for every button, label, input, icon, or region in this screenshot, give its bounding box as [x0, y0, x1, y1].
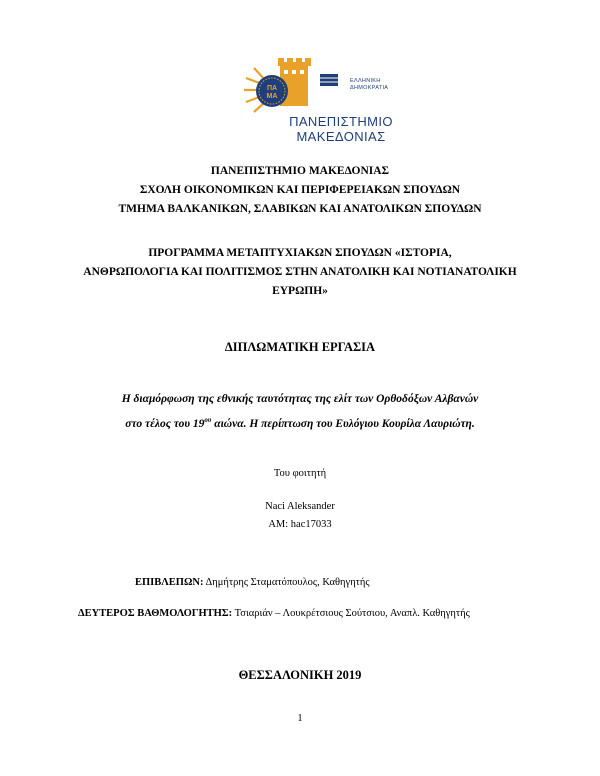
supervisor-label: ΕΠΙΒΛΕΠΩΝ:: [135, 577, 204, 588]
second-examiner-value: Τσιαριάν – Λουκρέτσιους Σούτσιου, Αναπλ. Καθηγητής: [232, 608, 470, 619]
title-line-1: Η διαμόρφωση της εθνικής ταυτότητας της ελίτ των Ορθοδόξων Αλβανών: [121, 393, 479, 405]
university-emblem-icon: [232, 56, 352, 118]
institution-header: [60, 162, 540, 219]
city-year: ΘΕΣΣΑΛΟΝΙΚΗ 2019: [238, 668, 362, 682]
greek-flag-icon: [320, 74, 338, 86]
emblem-letters-bottom: ΜΑ: [266, 93, 278, 100]
state-line-2: ΔΗΜΟΚΡΑΤΙΑ: [350, 85, 389, 91]
student-id: AM: hac17033: [268, 519, 332, 530]
supervisor-line: [135, 577, 370, 588]
supervisor-value: Δημήτρης Σταματόπουλος, Καθηγητής: [203, 577, 370, 588]
department-name: ΤΜΗΜΑ ΒΑΛΚΑΝΙΚΩΝ, ΣΛΑΒΙΚΩΝ ΚΑΙ ΑΝΑΤΟΛΙΚΩΝ ΣΠΟΥΔΩΝ: [118, 203, 482, 215]
emblem-letters-top: ΠΑ: [266, 85, 278, 92]
university-logo: [232, 56, 402, 146]
tower-window-3: [300, 70, 304, 74]
title-line-2: [60, 410, 540, 435]
thesis-type: ΔΙΠΛΩΜΑΤΙΚΗ ΕΡΓΑΣΙΑ: [224, 340, 376, 354]
program-line-1: ΠΡΟΓΡΑΜΜΑ ΜΕΤΑΠΤΥΧΙΑΚΩΝ ΣΠΟΥΔΩΝ «ΙΣΤΟΡΙΑ,: [148, 247, 452, 259]
logo-university-name: [276, 114, 406, 144]
tower-window-1: [284, 70, 288, 74]
state-line-1: ΕΛΛΗΝΙΚΗ: [350, 78, 381, 84]
school-name: ΣΧΟΛΗ ΟΙΚΟΝΟΜΙΚΩΝ ΚΑΙ ΠΕΡΙΦΕΡΕΙΑΚΩΝ ΣΠΟΥΔΩΝ: [139, 184, 461, 196]
title-superscript: ου: [204, 416, 212, 424]
logo-university-line-1: ΠΑΝΕΠΙΣΤΗΜΙΟ: [289, 114, 393, 129]
page-number: 1: [297, 713, 303, 724]
tower-crenel-4: [305, 58, 311, 66]
student-name: Naci Aleksander: [265, 501, 335, 512]
tower-crenel-3: [296, 58, 302, 66]
logo-university-line-2: ΜΑΚΕΔΟΝΙΑΣ: [296, 129, 386, 144]
second-examiner-line: [78, 608, 470, 619]
program-line-2: ΑΝΘΡΩΠΟΛΟΓΙΑ ΚΑΙ ΠΟΛΙΤΙΣΜΟΣ ΣΤΗΝ ΑΝΑΤΟΛΙΚΗ ΚΑΙ ΝΟΤΙΑΝΑΤΟΛΙΚΗ: [83, 266, 517, 278]
tower-window-2: [292, 70, 296, 74]
university-name: ΠΑΝΕΠΙΣΤΗΜΙΟ ΜΑΚΕΔΟΝΙΑΣ: [210, 165, 390, 177]
student-info: [60, 498, 540, 534]
program-title: [60, 244, 540, 301]
program-line-3: ΕΥΡΩΠΗ»: [272, 285, 328, 297]
title-line-2-start: στο τέλος του 19: [125, 417, 205, 430]
second-examiner-label: ΔΕΥΤΕΡΟΣ ΒΑΘΜΟΛΟΓΗΤΗΣ:: [78, 608, 233, 619]
thesis-title: [60, 389, 540, 435]
title-line-2-end: αιώνα. Η περίπτωση του Ευλόγιου Κουρίλα Λαυριώτη.: [211, 417, 475, 430]
tower-crenel-1: [278, 58, 284, 66]
tower-crenel-2: [287, 58, 293, 66]
hellenic-republic-label: [350, 78, 410, 92]
student-label: Του φοιτητή: [273, 468, 327, 479]
